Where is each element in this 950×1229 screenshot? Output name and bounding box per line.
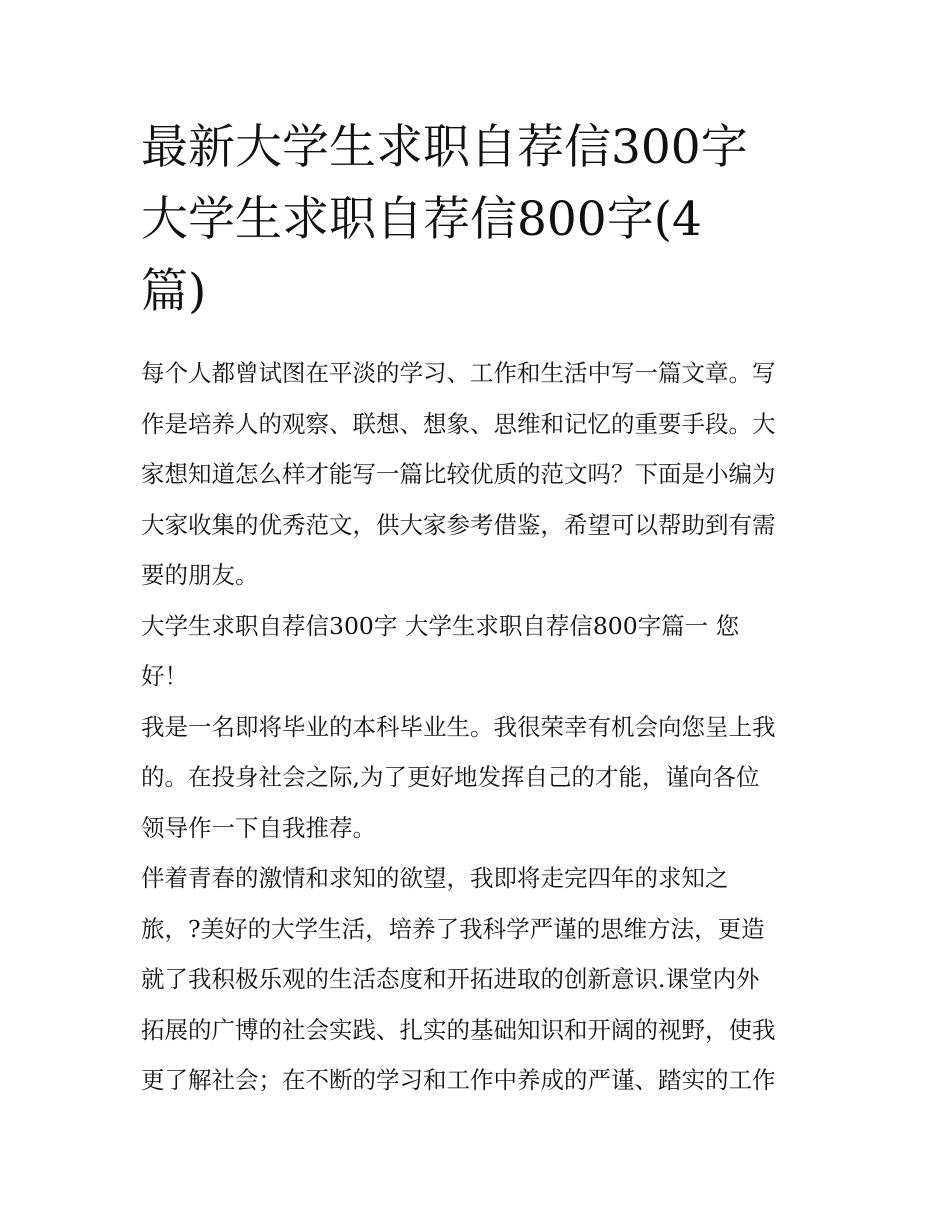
document-body: [141, 348, 821, 1106]
body-line: 我是一名即将毕业的本科毕业生。我很荣幸有机会向您呈上我: [141, 712, 776, 741]
body-line: 每个人都曾试图在平淡的学习、工作和生活中写一篇文章。写: [141, 359, 776, 387]
body-line: 大学生求职自荐信300字 大学生求职自荐信800字篇一 您: [141, 611, 740, 640]
title-line: 篇): [141, 264, 207, 319]
body-line: 要的朋友。: [141, 561, 259, 589]
body-line: 领导作一下自我推荐。: [141, 813, 376, 842]
body-line: 的。在投身社会之际,为了更好地发挥自己的才能，谨向各位: [141, 763, 760, 791]
title-line: 大学生求职自荐信800字(4: [141, 192, 702, 247]
body-line: 拓展的广博的社会实践、扎实的基础知识和开阔的视野，使我: [141, 1015, 776, 1044]
body-line: 就了我积极乐观的生活态度和开拓进取的创新意识.课堂内外: [141, 965, 760, 993]
body-line: 旅，?美好的大学生活，培养了我科学严谨的思维方法，更造: [141, 914, 765, 943]
body-line: 作是培养人的观察、联想、想象、思维和记忆的重要手段。大: [141, 409, 776, 438]
body-line: 伴着青春的激情和求知的欲望，我即将走完四年的求知之: [141, 864, 729, 892]
title-line: 最新大学生求职自荐信300字: [141, 120, 748, 175]
body-line: 大家收集的优秀范文，供大家参考借鉴，希望可以帮助到有需: [141, 510, 776, 539]
body-line: 更了解社会；在不断的学习和工作中养成的严谨、踏实的工作: [141, 1066, 776, 1094]
document-title: [141, 112, 821, 328]
document-page: [141, 112, 821, 1106]
body-line: 好！: [141, 662, 188, 690]
body-line: 家想知道怎么样才能写一篇比较优质的范文吗？下面是小编为: [141, 460, 776, 488]
